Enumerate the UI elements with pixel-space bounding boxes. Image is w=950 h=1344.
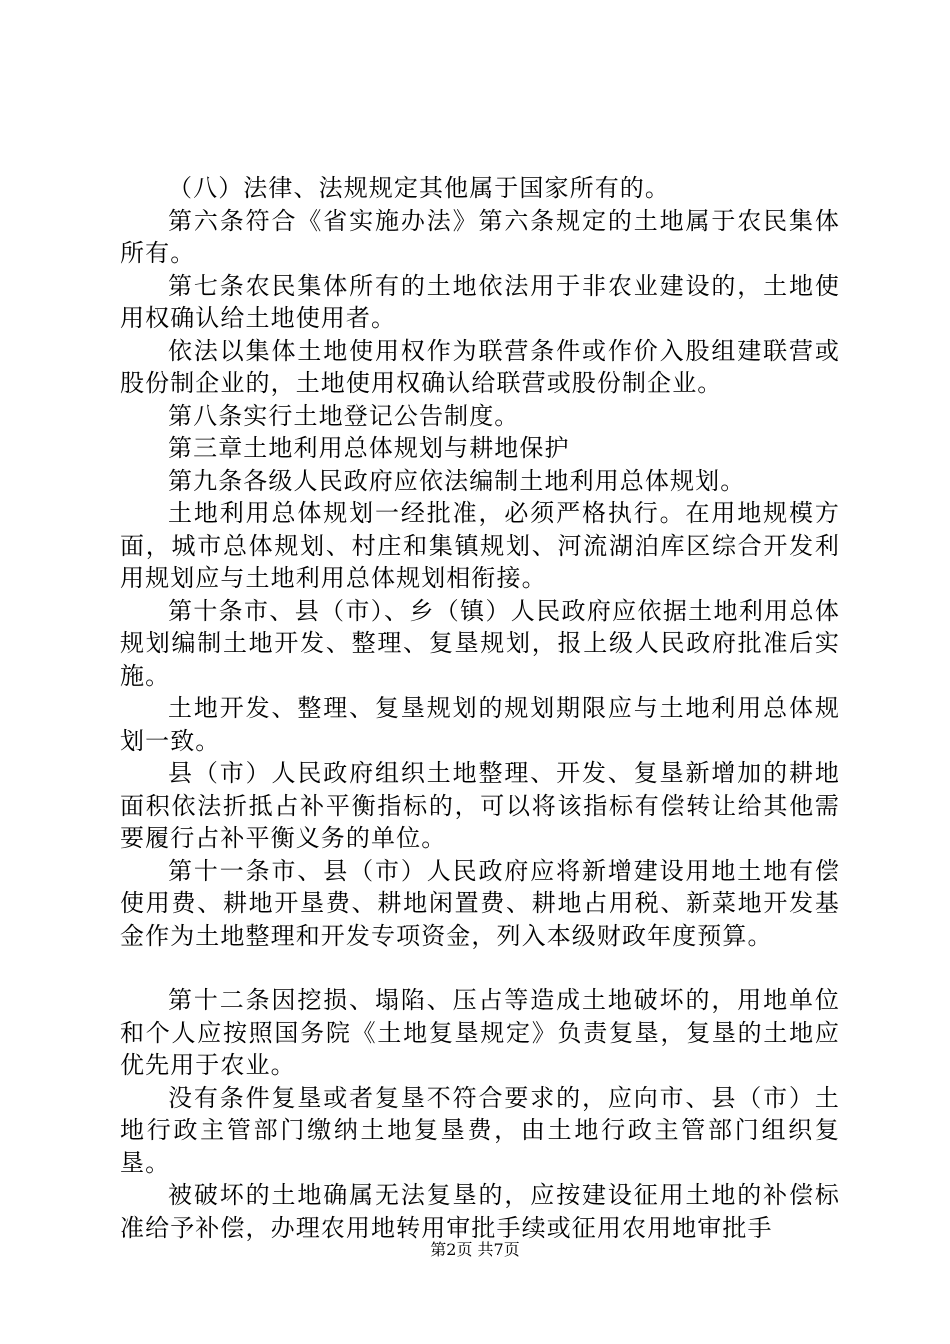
- page-number-footer: 第2页 共7页: [430, 1240, 520, 1259]
- article-12-clause-3: 被破坏的土地确属无法复垦的，应按建设征用土地的补偿标准给予补偿，办理农用地转用审批手续或征用农用地审批手: [120, 1181, 840, 1242]
- article-6: 第六条符合《省实施办法》第六条规定的土地属于农民集体所有。: [120, 206, 840, 267]
- article-12-clause-2: 没有条件复垦或者复垦不符合要求的，应向市、县（市）土地行政主管部门缴纳土地复垦费，由土地行政主管部门组织复垦。: [120, 1083, 840, 1177]
- article-9: 第九条各级人民政府应依法编制土地利用总体规划。: [168, 466, 746, 495]
- article-7: 第七条农民集体所有的土地依法用于非农业建设的，土地使用权确认给土地使用者。: [120, 271, 840, 332]
- chapter-3-heading: 第三章土地利用总体规划与耕地保护: [168, 434, 570, 462]
- article-7-clause-2: 依法以集体土地使用权作为联营条件或作价入股组建联营或股份制企业的，土地使用权确认给联营或股份制企业。: [120, 336, 840, 397]
- article-10: 第十条市、县（市）、乡（镇）人民政府应依据土地利用总体规划编制土地开发、整理、复垦规划，报上级人民政府批准后实施。: [120, 596, 840, 690]
- article-11: 第十一条市、县（市）人民政府应将新增建设用地土地有偿使用费、耕地开垦费、耕地闲置费、耕地占用税、新菜地开发基金作为土地整理和开发专项资金，列入本级财政年度预算。: [120, 856, 840, 950]
- body-text: [120, 172, 840, 1244]
- article-8: 第八条实行土地登记公告制度。: [168, 401, 520, 430]
- article-9-clause-2: 土地利用总体规划一经批准，必须严格执行。在用地规模方面，城市总体规划、村庄和集镇规划、河流湖泊库区综合开发利用规划应与土地利用总体规划相衔接。: [120, 499, 840, 592]
- paragraph-item-8: （八）法律、法规规定其他属于国家所有的。: [168, 174, 670, 202]
- article-10-clause-3: 县（市）人民政府组织土地整理、开发、复垦新增加的耕地面积依法折抵占补平衡指标的，可以将该指标有偿转让给其他需要履行占补平衡义务的单位。: [120, 759, 840, 852]
- article-12: 第十二条因挖损、塌陷、压占等造成土地破坏的，用地单位和个人应按照国务院《土地复垦规定》负责复垦，复垦的土地应优先用于农业。: [120, 986, 840, 1079]
- article-10-clause-2: 土地开发、整理、复垦规划的规划期限应与土地利用总体规划一致。: [120, 694, 840, 755]
